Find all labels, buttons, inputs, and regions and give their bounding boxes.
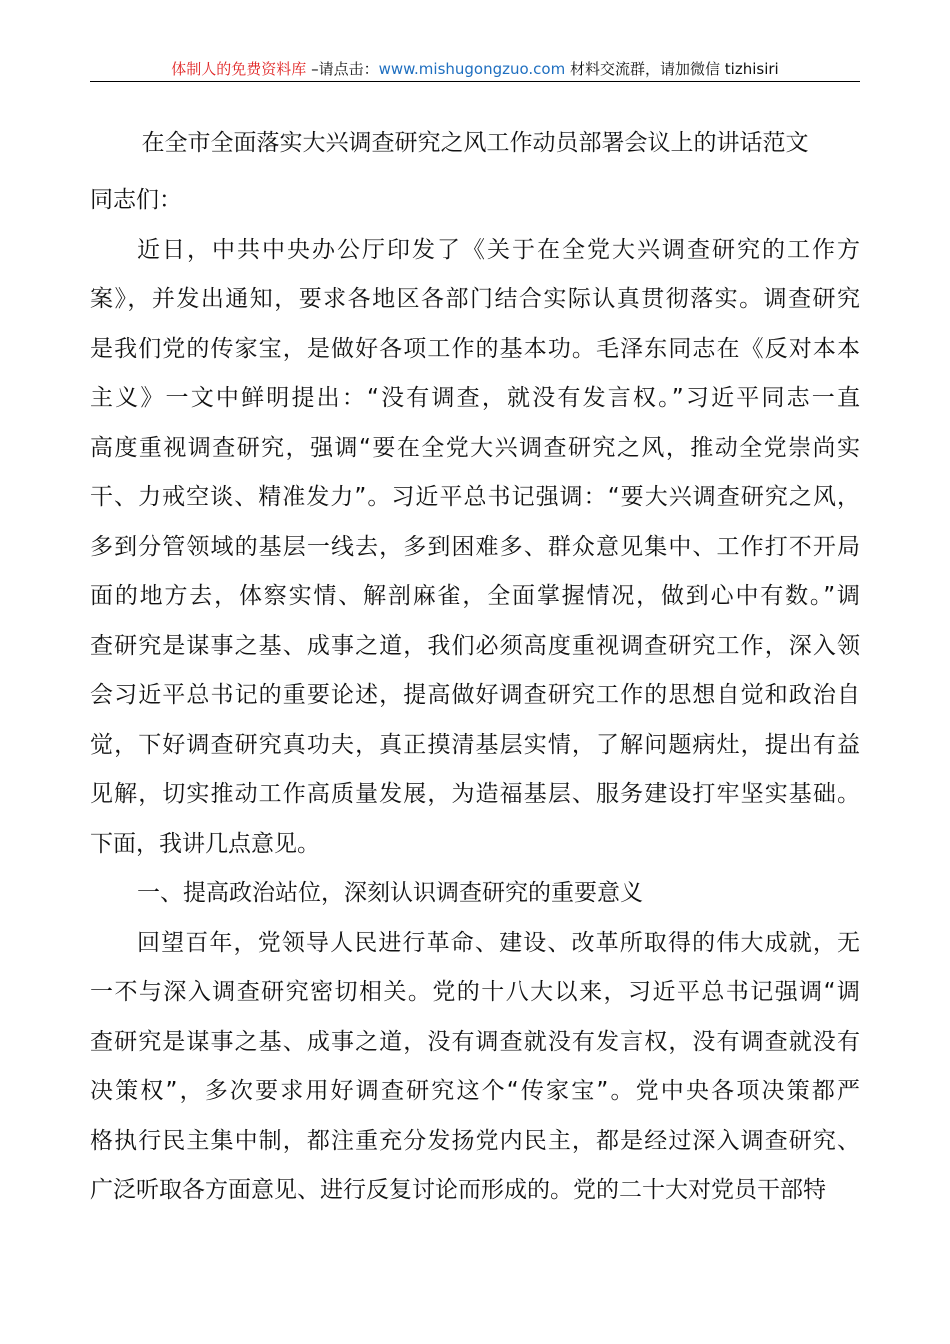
text-line: 查研究是谋事之基、成事之道，没有调查就没有发言权，没有调查就没有	[90, 1028, 860, 1055]
text-line: 主义》一文中鲜明提出：“没有调查，就没有发言权。”习近平同志一直	[90, 385, 860, 411]
text-line: 高度重视调查研究，强调“要在全党大兴调查研究之风，推动全党崇尚实	[90, 434, 860, 461]
paragraphs	[90, 226, 860, 1216]
text-line: 觉，下好调查研究真功夫，真正摸清基层实情，了解问题病灶，提出有益	[90, 731, 860, 758]
document-body	[90, 176, 860, 1216]
section-heading	[90, 869, 860, 919]
text-line: 近日，中共中央办公厅印发了《关于在全党大兴调查研究的工作方	[137, 236, 860, 263]
text-line: 查研究是谋事之基、成事之道，我们必须高度重视调查研究工作，深入领	[90, 632, 860, 659]
text-line: 回望百年，党领导人民进行革命、建设、改革所取得的伟大成就，无	[137, 929, 860, 956]
header-prompt: –请点击：	[311, 60, 379, 78]
text-line: 是我们党的传家宝，是做好各项工作的基本功。毛泽东同志在《反对本本	[90, 335, 860, 362]
text-line: 多到分管领域的基层一线去，多到困难多、群众意见集中、工作打不开局	[90, 533, 860, 560]
header-url-link[interactable]: www.mishugongzuo.com	[378, 60, 566, 78]
paragraph	[90, 226, 860, 870]
text-line: 会习近平总书记的重要论述，提高做好调查研究工作的思想自觉和政治自	[90, 682, 860, 708]
header-divider	[90, 81, 860, 82]
salutation: 同志们：	[90, 187, 182, 213]
page-header	[90, 58, 860, 79]
text-line: 案》，并发出通知，要求各地区各部门结合实际认真贯彻落实。调查研究	[90, 286, 860, 312]
text-line: 一不与深入调查研究密切相关。党的十八大以来，习近平总书记强调“调	[90, 979, 860, 1005]
text-line: 格执行民主集中制，都注重充分发扬党内民主，都是经过深入调查研究、	[90, 1127, 860, 1154]
text-line: 面的地方去，体察实情、解剖麻雀，全面掌握情况，做到心中有数。”调	[90, 583, 860, 609]
document-title: 在全市全面落实大兴调查研究之风工作动员部署会议上的讲话范文	[141, 130, 809, 156]
text-line: 下面，我讲几点意见。	[90, 830, 320, 857]
text-line: 干、力戒空谈、精准发力”。习近平总书记强调：“要大兴调查研究之风，	[90, 484, 860, 510]
header-brand: 体制人的免费资料库	[171, 60, 307, 78]
header-suffix: 材料交流群，请加微信 tizhisiri	[570, 60, 779, 78]
text-line: 决策权”，多次要求用好调查研究这个“传家宝”。党中央各项决策都严	[90, 1078, 860, 1104]
text-line: 见解，切实推动工作高质量发展，为造福基层、服务建设打牢坚实基础。	[90, 781, 860, 807]
paragraph	[90, 919, 860, 1216]
text-line: 一、提高政治站位，深刻认识调查研究的重要意义	[137, 880, 643, 906]
text-line: 广泛听取各方面意见、进行反复讨论而形成的。党的二十大对党员干部特	[90, 1177, 826, 1203]
